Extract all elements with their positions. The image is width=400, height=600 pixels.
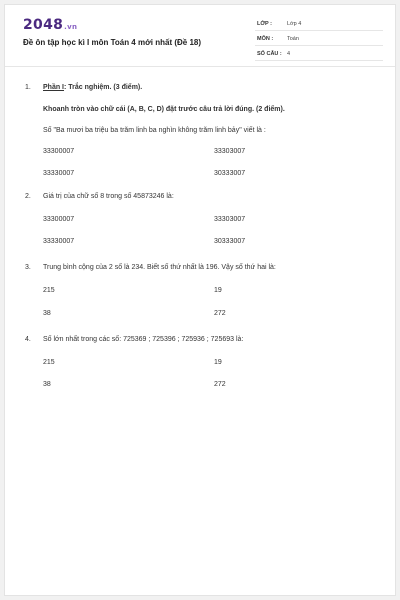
exam-page: [4, 4, 396, 596]
meta-class: [255, 17, 383, 31]
part-1-label: Phần I: [43, 84, 65, 91]
question-3-option-c[interactable]: 38: [43, 310, 51, 317]
question-1-option-c[interactable]: 33330007: [43, 170, 75, 177]
question-2-option-c[interactable]: 33330007: [43, 238, 75, 245]
question-4-option-a[interactable]: 215: [43, 359, 55, 366]
question-1-option-d[interactable]: 30333007: [214, 170, 246, 177]
meta-subject-label: MÔN :: [257, 36, 274, 42]
question-4-option-c[interactable]: 38: [43, 381, 51, 388]
question-3-option-b[interactable]: 19: [214, 287, 222, 294]
question-3-number: 3.: [25, 264, 31, 271]
question-3-option-d[interactable]: 272: [214, 310, 226, 317]
question-1-option-a[interactable]: 33300007: [43, 148, 75, 155]
meta-question-count: [255, 47, 383, 61]
question-2-text: Giá trị của chữ số 8 trong số 45873246 là:: [43, 193, 174, 200]
meta-subject-value: Toán: [287, 36, 299, 42]
question-4-text: Số lớn nhất trong các số: 725369 ; 725396 ; 725936 ; 725693 là:: [43, 336, 244, 343]
part-1-heading: [43, 84, 142, 91]
question-1-text: Số "Ba mươi ba triệu ba trăm linh ba nghìn không trăm linh bảy" viết là :: [43, 127, 266, 134]
question-4-option-d[interactable]: 272: [214, 381, 226, 388]
question-2-option-b[interactable]: 33303007: [214, 216, 246, 223]
question-3-text: Trung bình cộng của 2 số là 234. Biết số thứ nhất là 196. Vậy số thứ hai là:: [43, 264, 276, 271]
part-1-heading-rest: : Trắc nghiệm. (3 điểm).: [64, 84, 143, 91]
document-title: Đề ôn tập học kì I môn Toán 4 mới nhất (Đề 18): [23, 38, 202, 47]
question-4-number: 4.: [25, 336, 31, 343]
part-1-instruction: Khoanh tròn vào chữ cái (A, B, C, D) đặt trước câu trả lời đúng. (2 điểm).: [43, 106, 285, 113]
question-3-option-a[interactable]: 215: [43, 287, 55, 294]
meta-class-value: Lớp 4: [287, 21, 302, 27]
meta-subject: [255, 32, 383, 46]
meta-count-value: 4: [287, 51, 291, 57]
meta-class-label: LỚP :: [257, 21, 272, 27]
logo-main: 2048: [23, 17, 64, 33]
question-1-option-b[interactable]: 33303007: [214, 148, 246, 155]
question-2-number: 2.: [25, 193, 31, 200]
question-1-number: 1.: [25, 84, 31, 91]
site-logo[interactable]: [23, 17, 77, 33]
question-4-option-b[interactable]: 19: [214, 359, 222, 366]
logo-suffix: .vn: [64, 23, 78, 31]
question-2-option-d[interactable]: 30333007: [214, 238, 246, 245]
meta-count-label: SỐ CÂU :: [257, 51, 282, 57]
question-2-option-a[interactable]: 33300007: [43, 216, 75, 223]
document-header: [5, 5, 395, 67]
